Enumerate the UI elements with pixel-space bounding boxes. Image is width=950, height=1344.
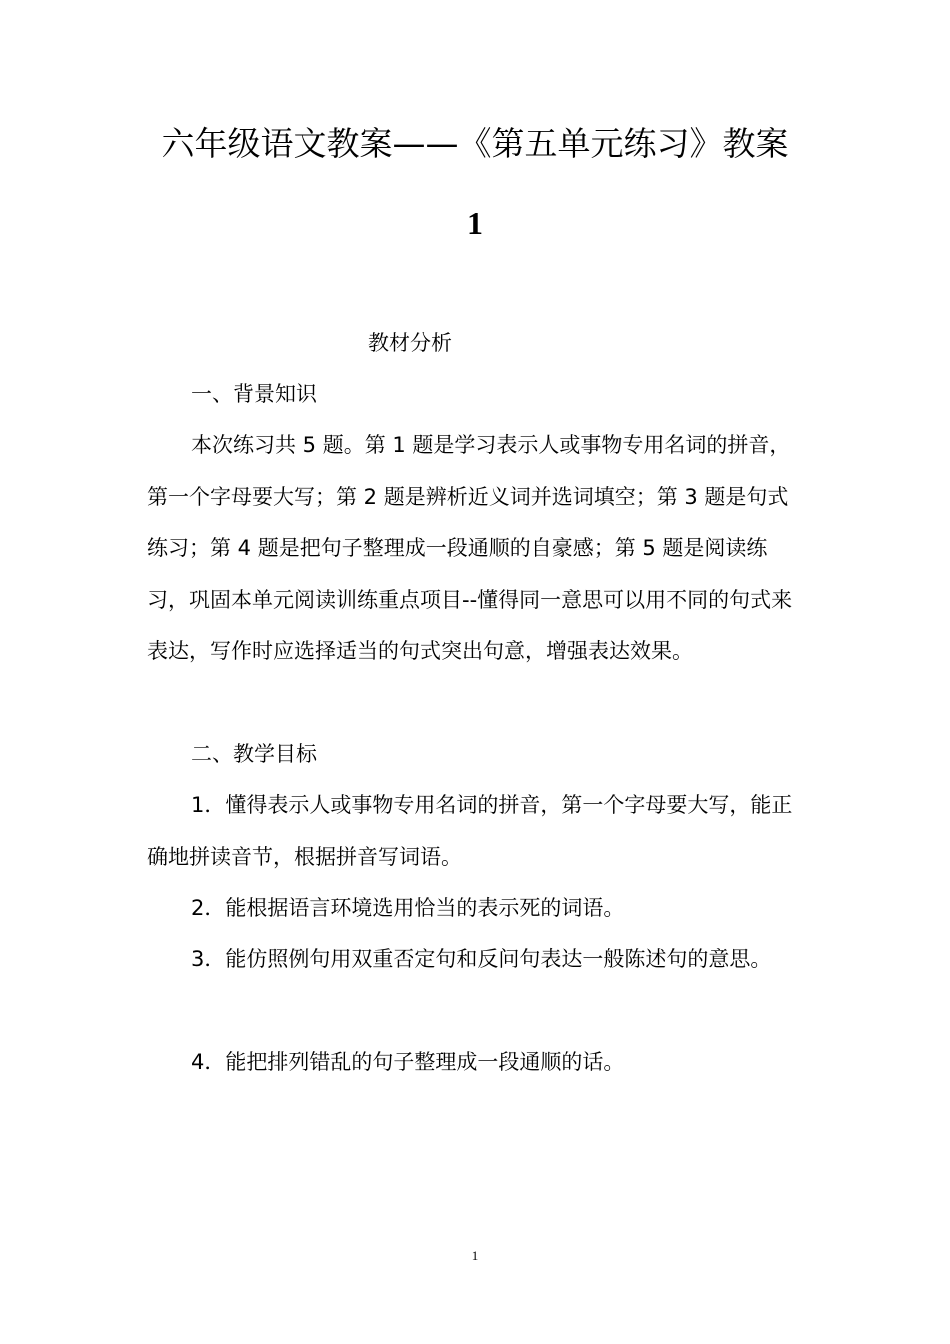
document-title-number: 1 <box>467 205 483 241</box>
paragraph-background: 本次练习共 5 题。第 1 题是学习表示人或事物专用名词的拼音，第一个字母要大写；第 2 题是辨析近义词并选词填空；第 3 题是句式练习；第 4 题是把句子整理成一段通顺的自豪感；第 5 题是阅读练习，巩固本单元阅读训练重点项目--懂得同一意思可以用不同的句式来表达，写作时应选择适当的句式突出句意，增强表达效果。 <box>147 433 793 663</box>
goal-item-3: 3．能仿照例句用双重否定句和反问句表达一般陈述句的意思。 <box>191 947 772 971</box>
heading-goals: 二、教学目标 <box>191 742 317 766</box>
page-number: 1 <box>471 1248 479 1263</box>
goal-item-2: 2．能根据语言环境选用恰当的表示死的词语。 <box>191 896 625 920</box>
goal-item-1: 1．懂得表示人或事物专用名词的拼音，第一个字母要大写，能正确地拼读音节，根据拼音写词语。 <box>147 793 793 869</box>
goal-item-4: 4．能把排列错乱的句子整理成一段通顺的话。 <box>191 1050 625 1074</box>
heading-background: 一、背景知识 <box>191 382 317 406</box>
document-title: 六年级语文教案——《第五单元练习》教案 <box>161 124 789 163</box>
section-label: 教材分析 <box>368 331 452 355</box>
